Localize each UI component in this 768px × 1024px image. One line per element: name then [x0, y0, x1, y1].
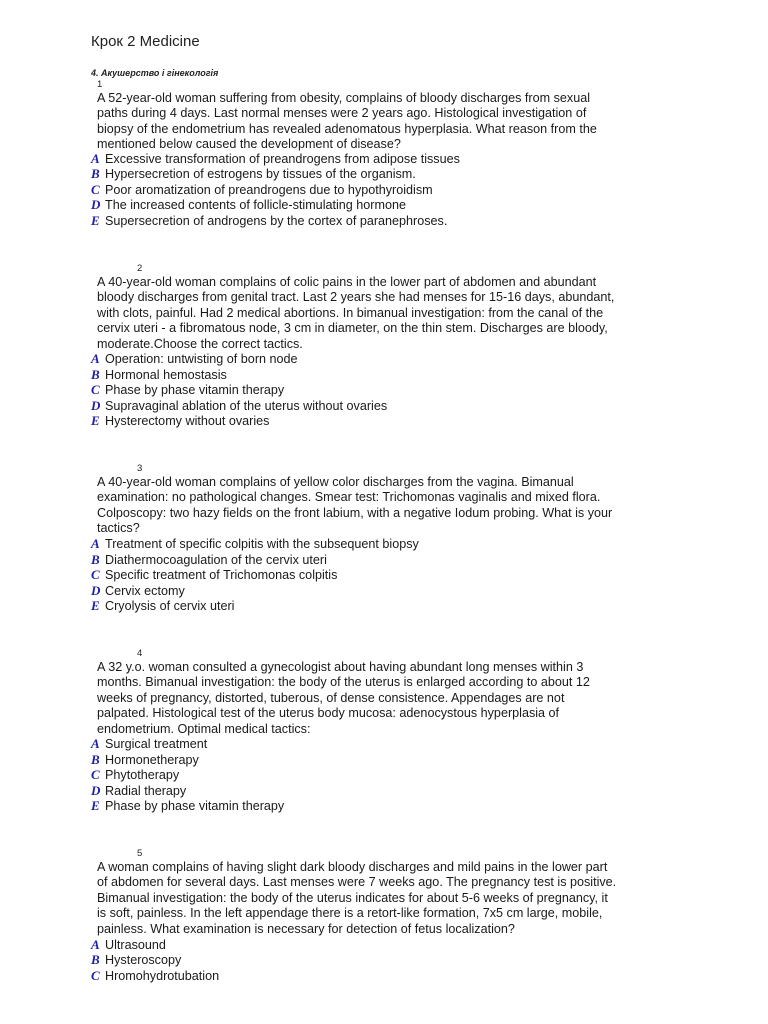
option-text: Hormonal hemostasis — [105, 368, 227, 382]
option-letter: C — [91, 567, 100, 582]
option-letter: A — [91, 351, 100, 366]
option-text: Excessive transformation of preandrogens from adipose tissues — [105, 152, 460, 166]
option-a — [91, 351, 298, 366]
option-a — [91, 736, 207, 751]
option-text: Supravaginal ablation of the uterus without ovaries — [105, 399, 388, 413]
option-text: Hromohydrotubation — [105, 969, 220, 983]
option-text: Phase by phase vitamin therapy — [105, 799, 285, 813]
option-b — [91, 367, 227, 382]
question-number: 3 — [137, 463, 143, 474]
option-b — [91, 952, 181, 967]
option-letter: B — [91, 952, 100, 967]
option-text: Operation: untwisting of born node — [105, 352, 298, 366]
page-title: Крок 2 Medicine — [91, 33, 200, 50]
option-text: Specific treatment of Trichomonas colpitis — [105, 568, 338, 582]
option-a — [91, 151, 460, 166]
question-number: 1 — [97, 79, 103, 90]
option-text: Cryolysis of cervix uteri — [105, 599, 235, 613]
question-text: A 32 y.o. woman consulted a gynecologist about having abundant long menses within 3 months. Bimanual investigation: the body of the uterus is enlarged according to about 12 weeks of pregnancy, distorted, tuberous, of dense consistence. Appendages are not palpated. Histological test of the uterus body mucosa: adenocystous hyperplasia of endometrium. Optimal medical tactics: — [97, 660, 590, 736]
option-letter: D — [91, 583, 101, 598]
option-d — [91, 783, 186, 798]
option-letter: B — [91, 752, 100, 767]
option-a — [91, 536, 419, 551]
option-a — [91, 937, 166, 952]
section-title: 4. Акушерство і гінекологія — [91, 68, 219, 78]
option-text: Ultrasound — [105, 938, 166, 952]
option-letter: A — [91, 536, 100, 551]
option-letter: A — [91, 937, 100, 952]
option-e — [91, 213, 447, 228]
option-text: Treatment of specific colpitis with the subsequent biopsy — [105, 537, 419, 551]
option-letter: B — [91, 552, 100, 567]
option-c — [91, 567, 337, 582]
option-letter: D — [91, 398, 101, 413]
option-letter: E — [91, 798, 100, 813]
option-d — [91, 583, 185, 598]
option-c — [91, 968, 219, 983]
option-text: Diathermocoagulation of the cervix uteri — [105, 553, 327, 567]
option-text: Hysterectomy without ovaries — [105, 414, 270, 428]
question-number: 4 — [137, 648, 143, 659]
option-letter: A — [91, 736, 100, 751]
option-letter: D — [91, 783, 101, 798]
option-letter: A — [91, 151, 100, 166]
option-letter: D — [91, 197, 101, 212]
option-b — [91, 552, 327, 567]
option-text: Supersecretion of androgens by the cortex of paranephroses. — [105, 214, 448, 228]
option-text: Hypersecretion of estrogens by tissues of the organism. — [105, 167, 416, 181]
option-e — [91, 598, 234, 613]
option-text: Poor aromatization of preandrogens due to hypothyroidism — [105, 183, 433, 197]
option-letter: B — [91, 367, 100, 382]
option-text: Hysteroscopy — [105, 953, 182, 967]
option-letter: E — [91, 213, 100, 228]
option-letter: C — [91, 767, 100, 782]
option-text: Phase by phase vitamin therapy — [105, 383, 285, 397]
option-d — [91, 197, 406, 212]
option-c — [91, 767, 179, 782]
question-text: A 40-year-old woman complains of yellow color discharges from the vagina. Bimanual examination: no pathological changes. Smear test: Trichomonas vaginalis and mixed flora. Colposcopy: two hazy fields on the front labium, with a negative Iodum probing. What is your tactics? — [97, 475, 613, 536]
option-e — [91, 798, 284, 813]
option-d — [91, 398, 387, 413]
option-letter: C — [91, 382, 100, 397]
option-text: Cervix ectomy — [105, 584, 185, 598]
option-text: Phytotherapy — [105, 768, 180, 782]
option-e — [91, 413, 269, 428]
option-c — [91, 382, 284, 397]
option-letter: B — [91, 166, 100, 181]
option-b — [91, 752, 199, 767]
question-text: A 52-year-old woman suffering from obesity, complains of bloody discharges from sexual paths during 4 days. Last normal menses were 2 years ago. Histological investigation of biopsy of the endometrium has revealed adenomatous hyperplasia. What reason from the mentioned below caused the development of disease? — [97, 91, 597, 152]
option-letter: C — [91, 182, 100, 197]
question-number: 5 — [137, 848, 143, 859]
option-letter: E — [91, 413, 100, 428]
option-c — [91, 182, 433, 197]
question-number: 2 — [137, 263, 143, 274]
option-text: Surgical treatment — [105, 737, 208, 751]
question-text: A 40-year-old woman complains of colic pains in the lower part of abdomen and abundant bloody discharges from genital tract. Last 2 years she had menses for 15-16 days, abundant, with clots, painful. Had 2 medical abortions. In bimanual investigation: from the canal of the cervix uteri - a fibromatous node, 3 cm in diameter, on the thin stem. Discharges are bloody, moderate.Choose the correct tactics. — [97, 275, 615, 351]
option-letter: E — [91, 598, 100, 613]
option-text: The increased contents of follicle-stimulating hormone — [105, 198, 407, 212]
option-b — [91, 166, 416, 181]
option-text: Radial therapy — [105, 784, 187, 798]
question-text: A woman complains of having slight dark bloody discharges and mild pains in the lower part of abdomen for several days. Last menses were 7 weeks ago. The pregnancy test is positive. Bimanual investigation: the body of the uterus indicates for about 5-6 weeks of pregnancy, it is soft, painless. In the left appendage there is a retort-like formation, 7x5 cm large, mobile, painless. What examination is necessary for detection of fetus localization? — [97, 860, 617, 936]
option-letter: C — [91, 968, 100, 983]
option-text: Hormonetherapy — [105, 753, 199, 767]
